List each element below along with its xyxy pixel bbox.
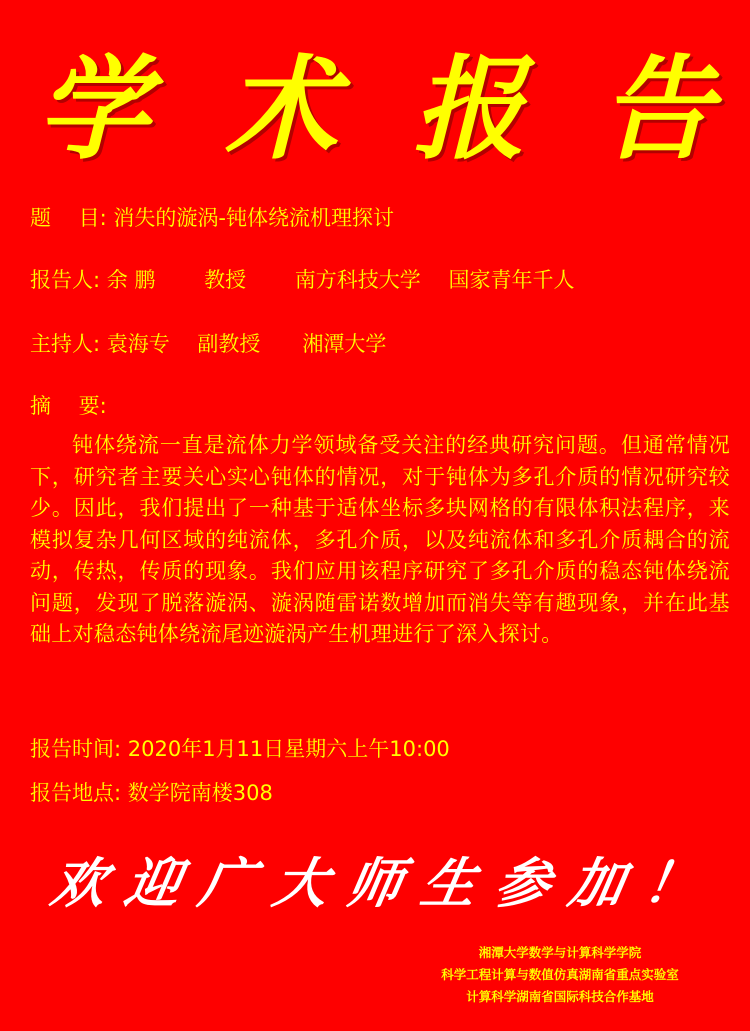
welcome-char: 参 xyxy=(490,851,556,915)
organizer-line: 湘潭大学数学与计算科学学院 xyxy=(478,945,642,960)
time-line: 报告时间: 2020年1月11日星期六上午10:00 xyxy=(30,737,450,761)
welcome-char: 加 xyxy=(564,851,630,915)
abstract-label: 摘 要: xyxy=(30,394,107,418)
welcome-char: 师 xyxy=(342,851,408,915)
title-char: 报 xyxy=(413,44,525,175)
host-line: 主持人: 袁海专 副教授 湘潭大学 xyxy=(30,332,387,356)
location-line: 报告地点: 数学院南楼308 xyxy=(30,781,273,805)
welcome-slogan xyxy=(0,838,750,928)
welcome-char: 生 xyxy=(416,851,482,915)
abstract-text: 钝体绕流一直是流体力学领域备受关注的经典研究问题。但通常情况下，研究者主要关心实心钝体的情况，对于钝体为多孔介质的情况研究较少。因此，我们提出了一种基于适体坐标多块网格的有限体积法程序，来模拟复杂几何区域的纯流体，多孔介质，以及纯流体和多孔介质耦合的流动，传热，传质的现象。我们应用该程序研究了多孔介质的稳态钝体绕流问题，发现了脱落漩涡、漩涡随雷诺数增加而消失等有趣现象，并在此基础上对稳态钝体绕流尾迹漩涡产生机理进行了深入探讨。 xyxy=(30,433,730,646)
welcome-char: 欢 xyxy=(46,851,112,915)
poster-title xyxy=(0,40,750,180)
welcome-char: 广 xyxy=(194,851,260,915)
title-char: 术 xyxy=(225,44,337,175)
title-char: 学 xyxy=(37,44,149,175)
title-char: 告 xyxy=(601,44,713,175)
speaker-line: 报告人: 余 鹏 教授 南方科技大学 国家青年千人 xyxy=(30,268,575,292)
welcome-char: ！ xyxy=(638,851,704,915)
welcome-char: 迎 xyxy=(120,851,186,915)
topic-line: 题 目: 消失的漩涡-钝体绕流机理探讨 xyxy=(30,206,395,230)
organizers xyxy=(390,942,730,1008)
organizer-line: 计算科学湖南省国际科技合作基地 xyxy=(466,989,654,1004)
welcome-char: 大 xyxy=(268,851,334,915)
organizer-line: 科学工程计算与数值仿真湖南省重点实验室 xyxy=(441,967,679,982)
